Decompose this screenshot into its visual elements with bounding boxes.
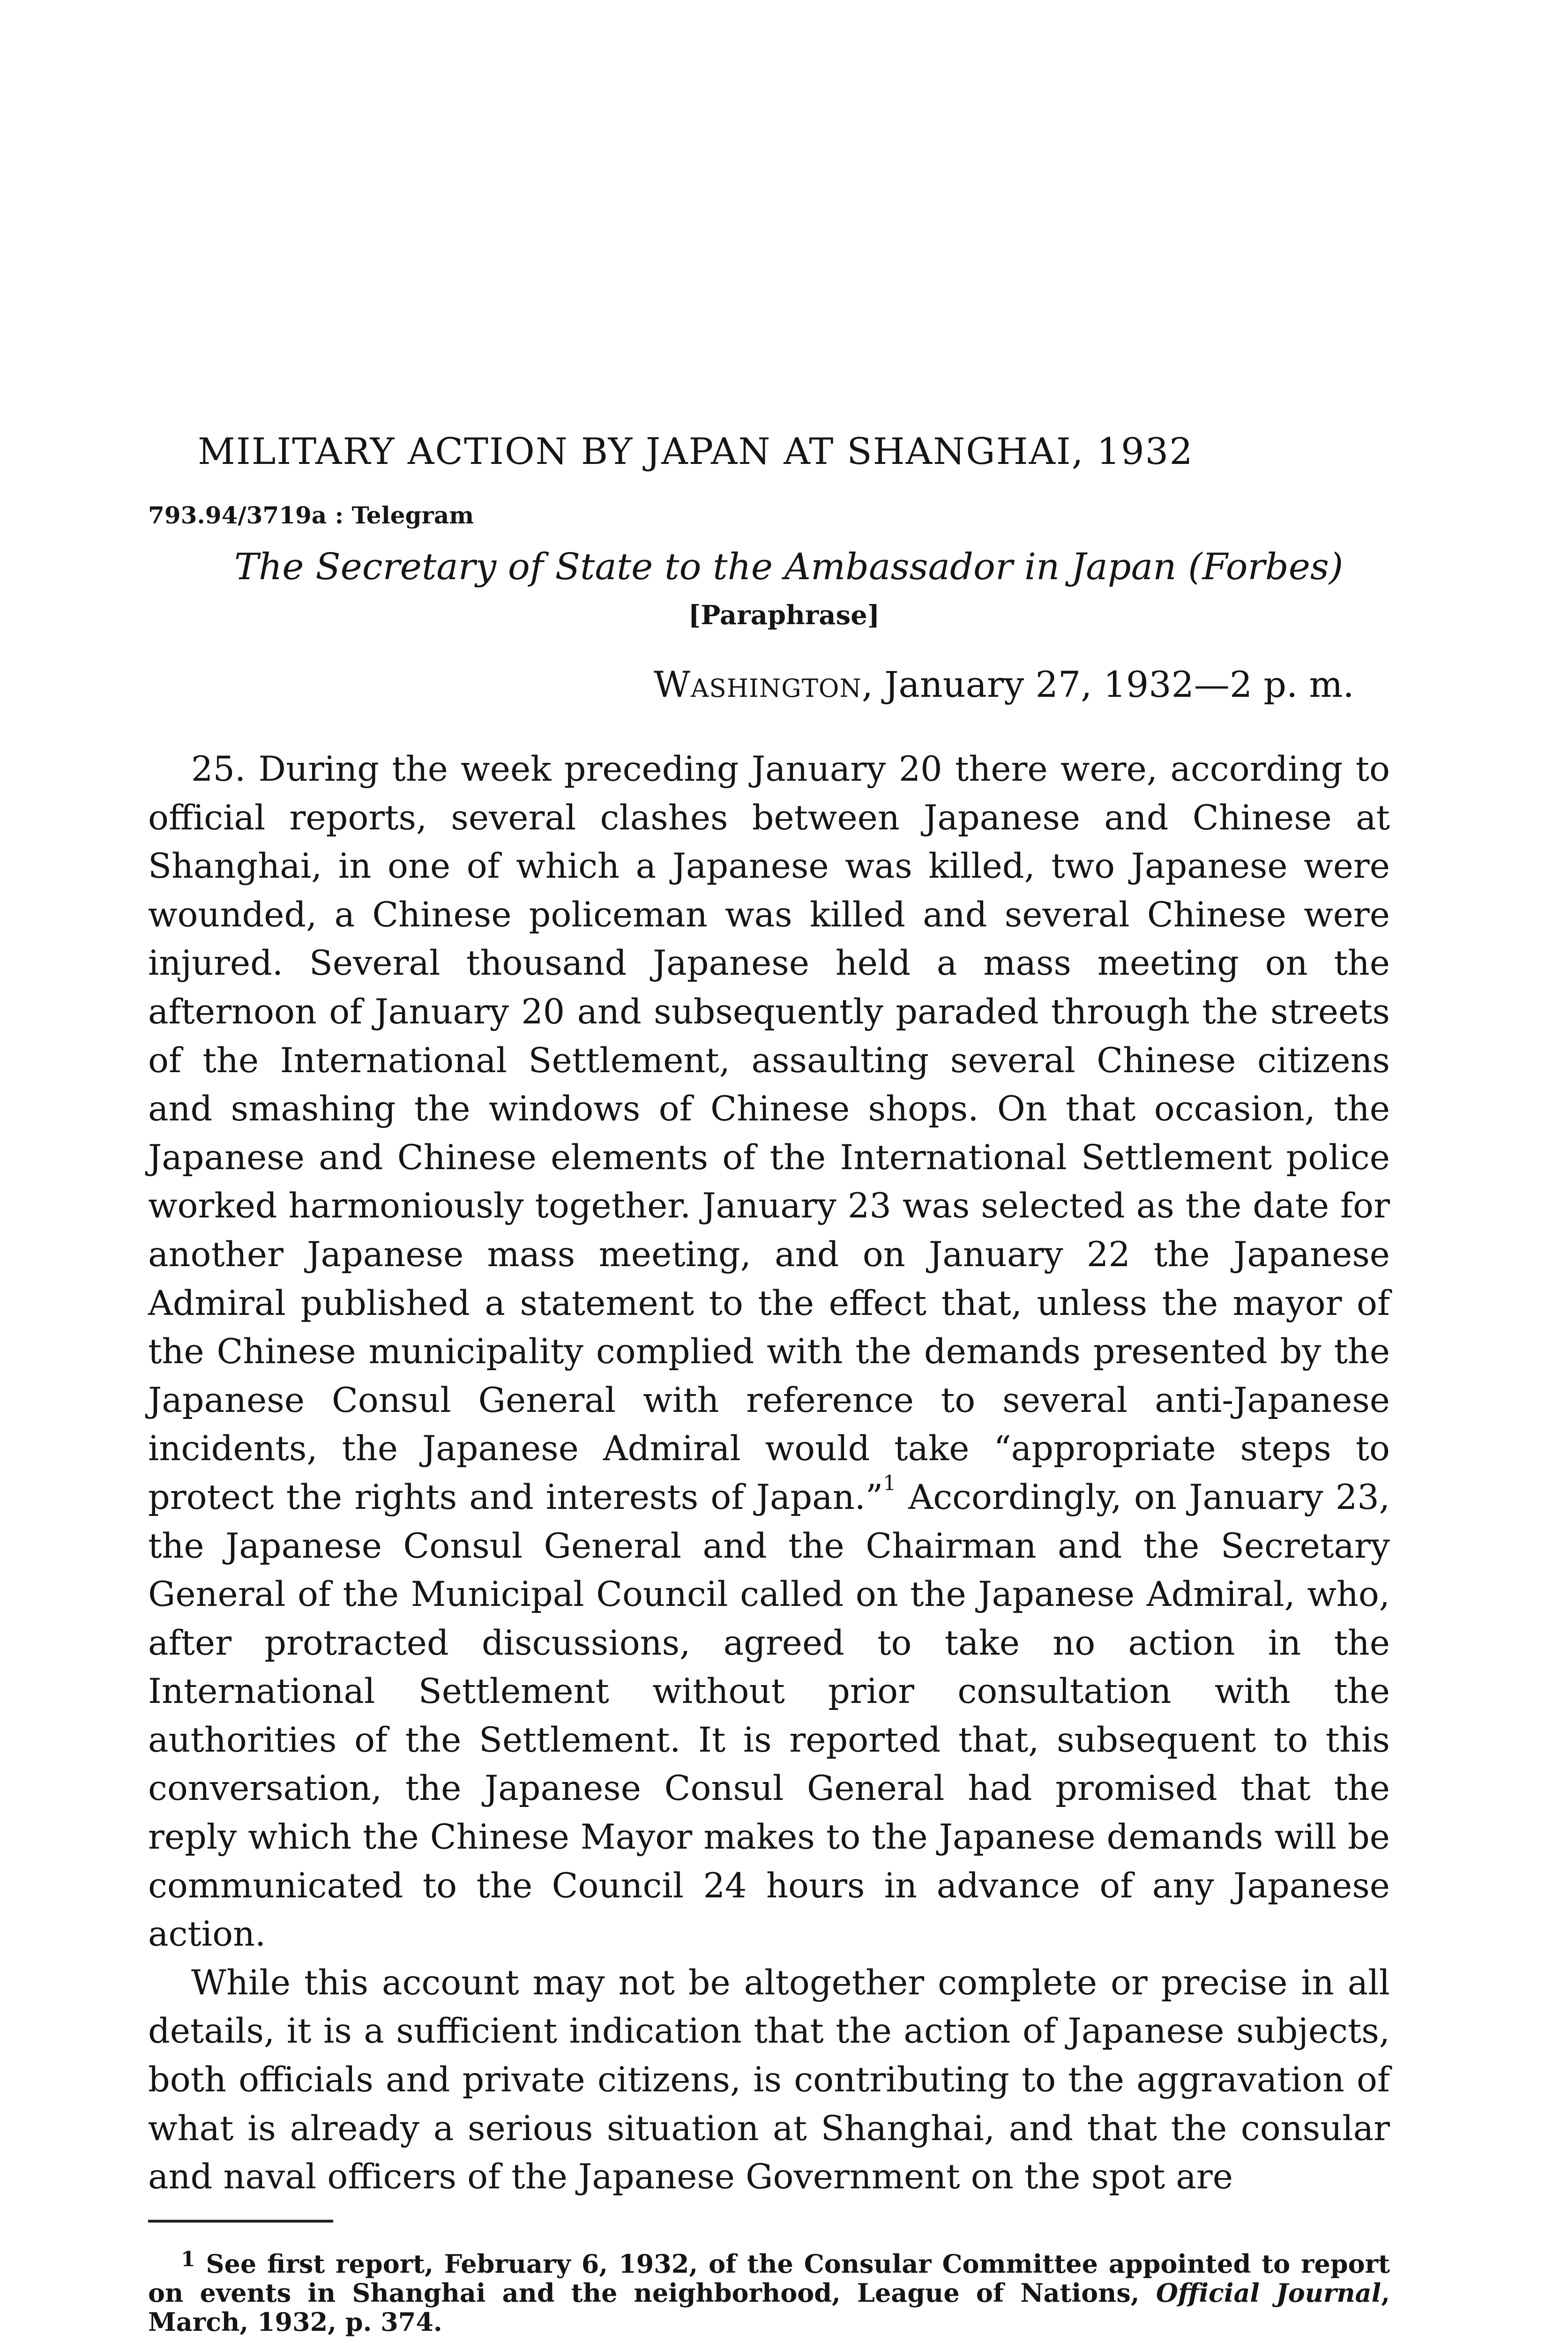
document-heading: The Secretary of State to the Ambassador in Japan (Forbes) bbox=[234, 546, 1344, 588]
body-paragraph-2: While this account may not be altogether complete or precise in all details, it is a sufficient indication that the action of Japanese subjects, both officials and private citizens, is contributing to the aggravation of what is already a serious situation at Shanghai, and that the consular and naval officers of the Japanese Government on the spot are bbox=[148, 1962, 1390, 2197]
body-paragraph-1-part-1: 25. During the week preceding January 20 there were, according to official reports, several clashes between Japanese and Chinese at Shanghai, in one of which a Japanese was killed, two Japanese were wounded, a Chinese policeman was killed and several Chinese were injured. Several thousand Japanese held a mass meeting on the afternoon of January 20 and subsequently paraded through the streets of the International Settlement, assaulting several Chinese citizens and smashing the windows of Chinese shops. On that occasion, the Japanese and Chinese elements of the International Settlement police worked harmoniously together. January 23 was selected as the date for another Japanese mass meeting, and on January 22 the Japanese Admiral published a statement to the effect that, unless the mayor of the Chinese municipality complied with the demands presented by the Japanese Consul General with reference to several anti-Japanese incidents, the Japanese Admiral would take “appropriate steps to protect the rights and interests of Japan.” bbox=[148, 749, 1390, 1517]
body-paragraph-1-part-2: Accordingly, on January 23, the Japanese Consul General and the Chairman and the Secretary General of the Municipal Council called on the Japanese Admiral, who, after protracted discussions, agreed to take no action in the International Settlement without prior consultation with the authorities of the Settlement. It is reported that, subsequent to this conversation, the Japanese Consul General had promised that the reply which the Chinese Mayor makes to the Japanese demands will be communicated to the Council 24 hours in advance of any Japanese action. bbox=[148, 1477, 1390, 1955]
footnote-journal-title: Official Journal bbox=[1156, 2278, 1381, 2308]
dateline bbox=[654, 663, 1385, 706]
footnote-marker: 1 bbox=[181, 2247, 195, 2271]
telegram-body bbox=[148, 745, 1390, 2201]
footnote-paragraph bbox=[148, 2249, 1390, 2336]
footnote bbox=[148, 2249, 1390, 2336]
body-paragraph-1 bbox=[148, 745, 1390, 1959]
dateline-city: Washington bbox=[654, 664, 862, 705]
file-number: 793.94/3719a : Telegram bbox=[148, 501, 474, 529]
footnote-text-1: See first report, February 6, 1932, of the Consular Committee appointed to report on events in Shanghai and the neighborhood, League of Nations, bbox=[148, 2249, 1390, 2308]
section-title: MILITARY ACTION BY JAPAN AT SHANGHAI, 1932 bbox=[198, 431, 1194, 473]
footnote-reference: 1 bbox=[883, 1471, 896, 1495]
footnote-divider bbox=[148, 2220, 333, 2223]
dateline-date: , January 27, 1932—2 p. m. bbox=[861, 664, 1354, 705]
paraphrase-label: [Paraphrase] bbox=[688, 600, 880, 631]
footnote-text-2: , March, 1932, p. 374. bbox=[148, 2278, 1390, 2337]
